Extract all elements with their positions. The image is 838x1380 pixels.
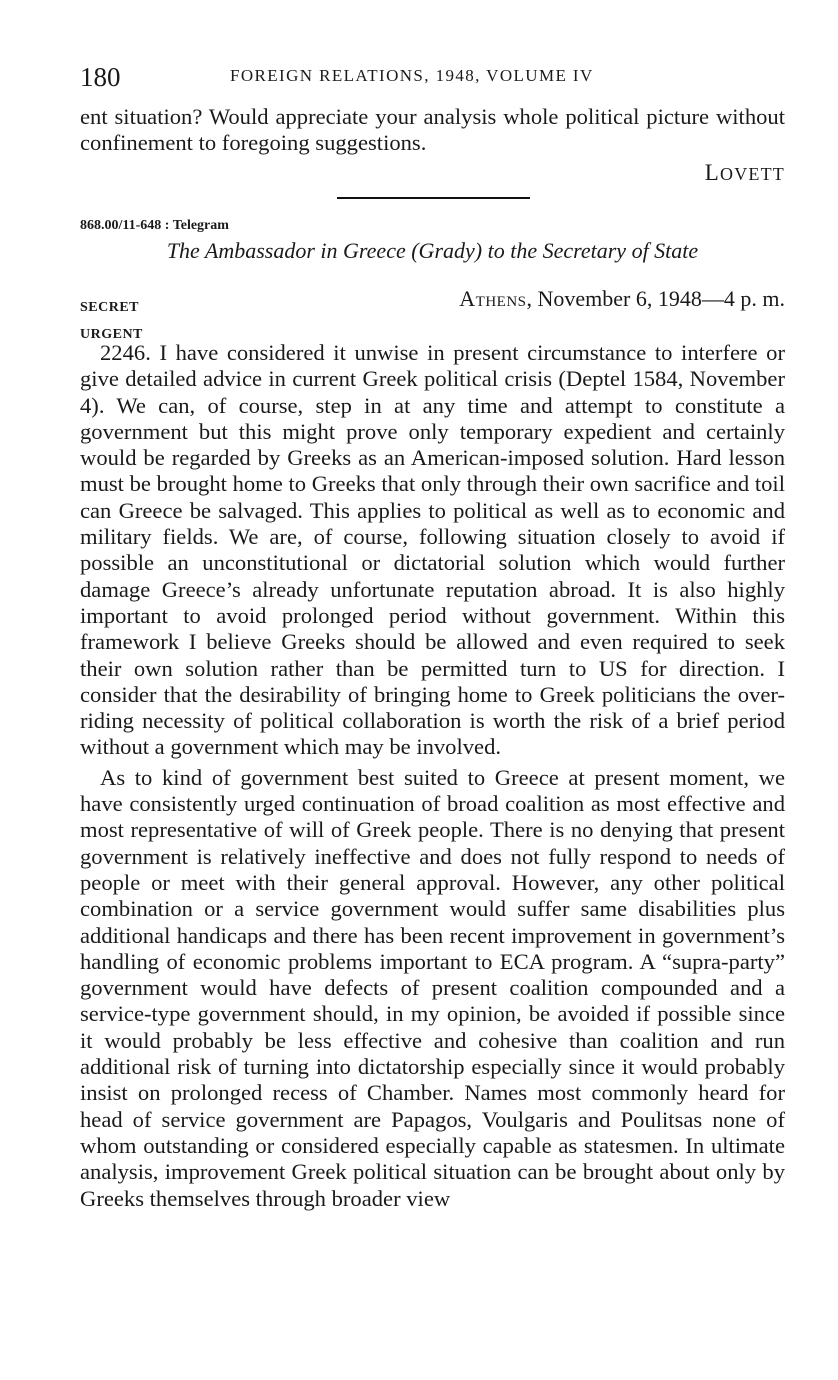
signature-initial: L <box>704 160 721 185</box>
running-title: FOREIGN RELATIONS, 1948, VOLUME IV <box>230 66 594 85</box>
date: , November 6, 1948—4 p. m. <box>526 286 785 311</box>
place: Athens <box>459 286 527 311</box>
previous-document-closing <box>80 104 785 157</box>
place-date <box>459 286 785 312</box>
closing-paragraph: ent situation? Would appreciate your analysis whole political picture without confinement to foregoing suggestions. <box>80 104 785 156</box>
classification-urgent: URGENT <box>80 327 143 342</box>
classification-secret: SECRET <box>80 300 140 315</box>
paragraph: As to kind of government best suited to Greece at present moment, we have consistently urged continuation of broad coalition as most effective and most representative of will of Greek people. There is no denying that present government is relatively ineffective and does not fully respond to needs of people or meet with their general approval. However, any other political combination or a service government would suffer same disabilities plus additional handicaps and there has been recent improvement in government’s handling of economic problems important to ECA program. A “supra-party” government would have defects of present coalition compounded and a service-type government should, in my opinion, be avoided if possible since it would probably be less effective and cohesive than coalition and run additional risk of turning into dictatorship especially since it would probably insist on prolonged recess of Chamber. Names most commonly heard for head of service government are Papagos, Voulgaris and Poulitsas none of whom outstanding or considered especially capable as statesmen. In ultimate analysis, improvement Greek political situation can be brought about only by Greeks themselves through broader view <box>80 764 785 1211</box>
telegram-body <box>80 340 785 1216</box>
section-divider <box>337 197 530 199</box>
file-reference: 868.00/11-648 : Telegram <box>80 218 229 233</box>
running-head <box>80 60 785 100</box>
paragraph: 2246. I have considered it unwise in present circumstance to interfere or give detailed advice in current Greek political crisis (Deptel 1584, November 4). We can, of course, step in at any time and attempt to constitute a government but this might prove only temporary expedient and certainly would be regarded by Greeks as an American-imposed solution. Hard lesson must be brought home to Greeks that only through their own sacrifice and toil can Greece be salvaged. This applies to political as well as to economic and military fields. We are, of course, following situation closely to avoid if possible an unconstitutional or dictatorial solution which would further damage Greece’s already unfortunate reputation abroad. It is also highly important to avoid prolonged period without government. Within this framework I believe Greeks should be allowed and even required to seek their own solution rather than be permitted turn to US for direction. I consider that the desirability of bringing home to Greek politicians the over-riding necessity of political collaboration is worth the risk of a brief period without a government which may be involved. <box>80 340 785 760</box>
page-number: 180 <box>80 62 121 92</box>
document-title: The Ambassador in Greece (Grady) to the Secretary of State <box>166 238 699 263</box>
signature-rest: OVETT <box>720 164 785 184</box>
signature <box>705 160 785 186</box>
